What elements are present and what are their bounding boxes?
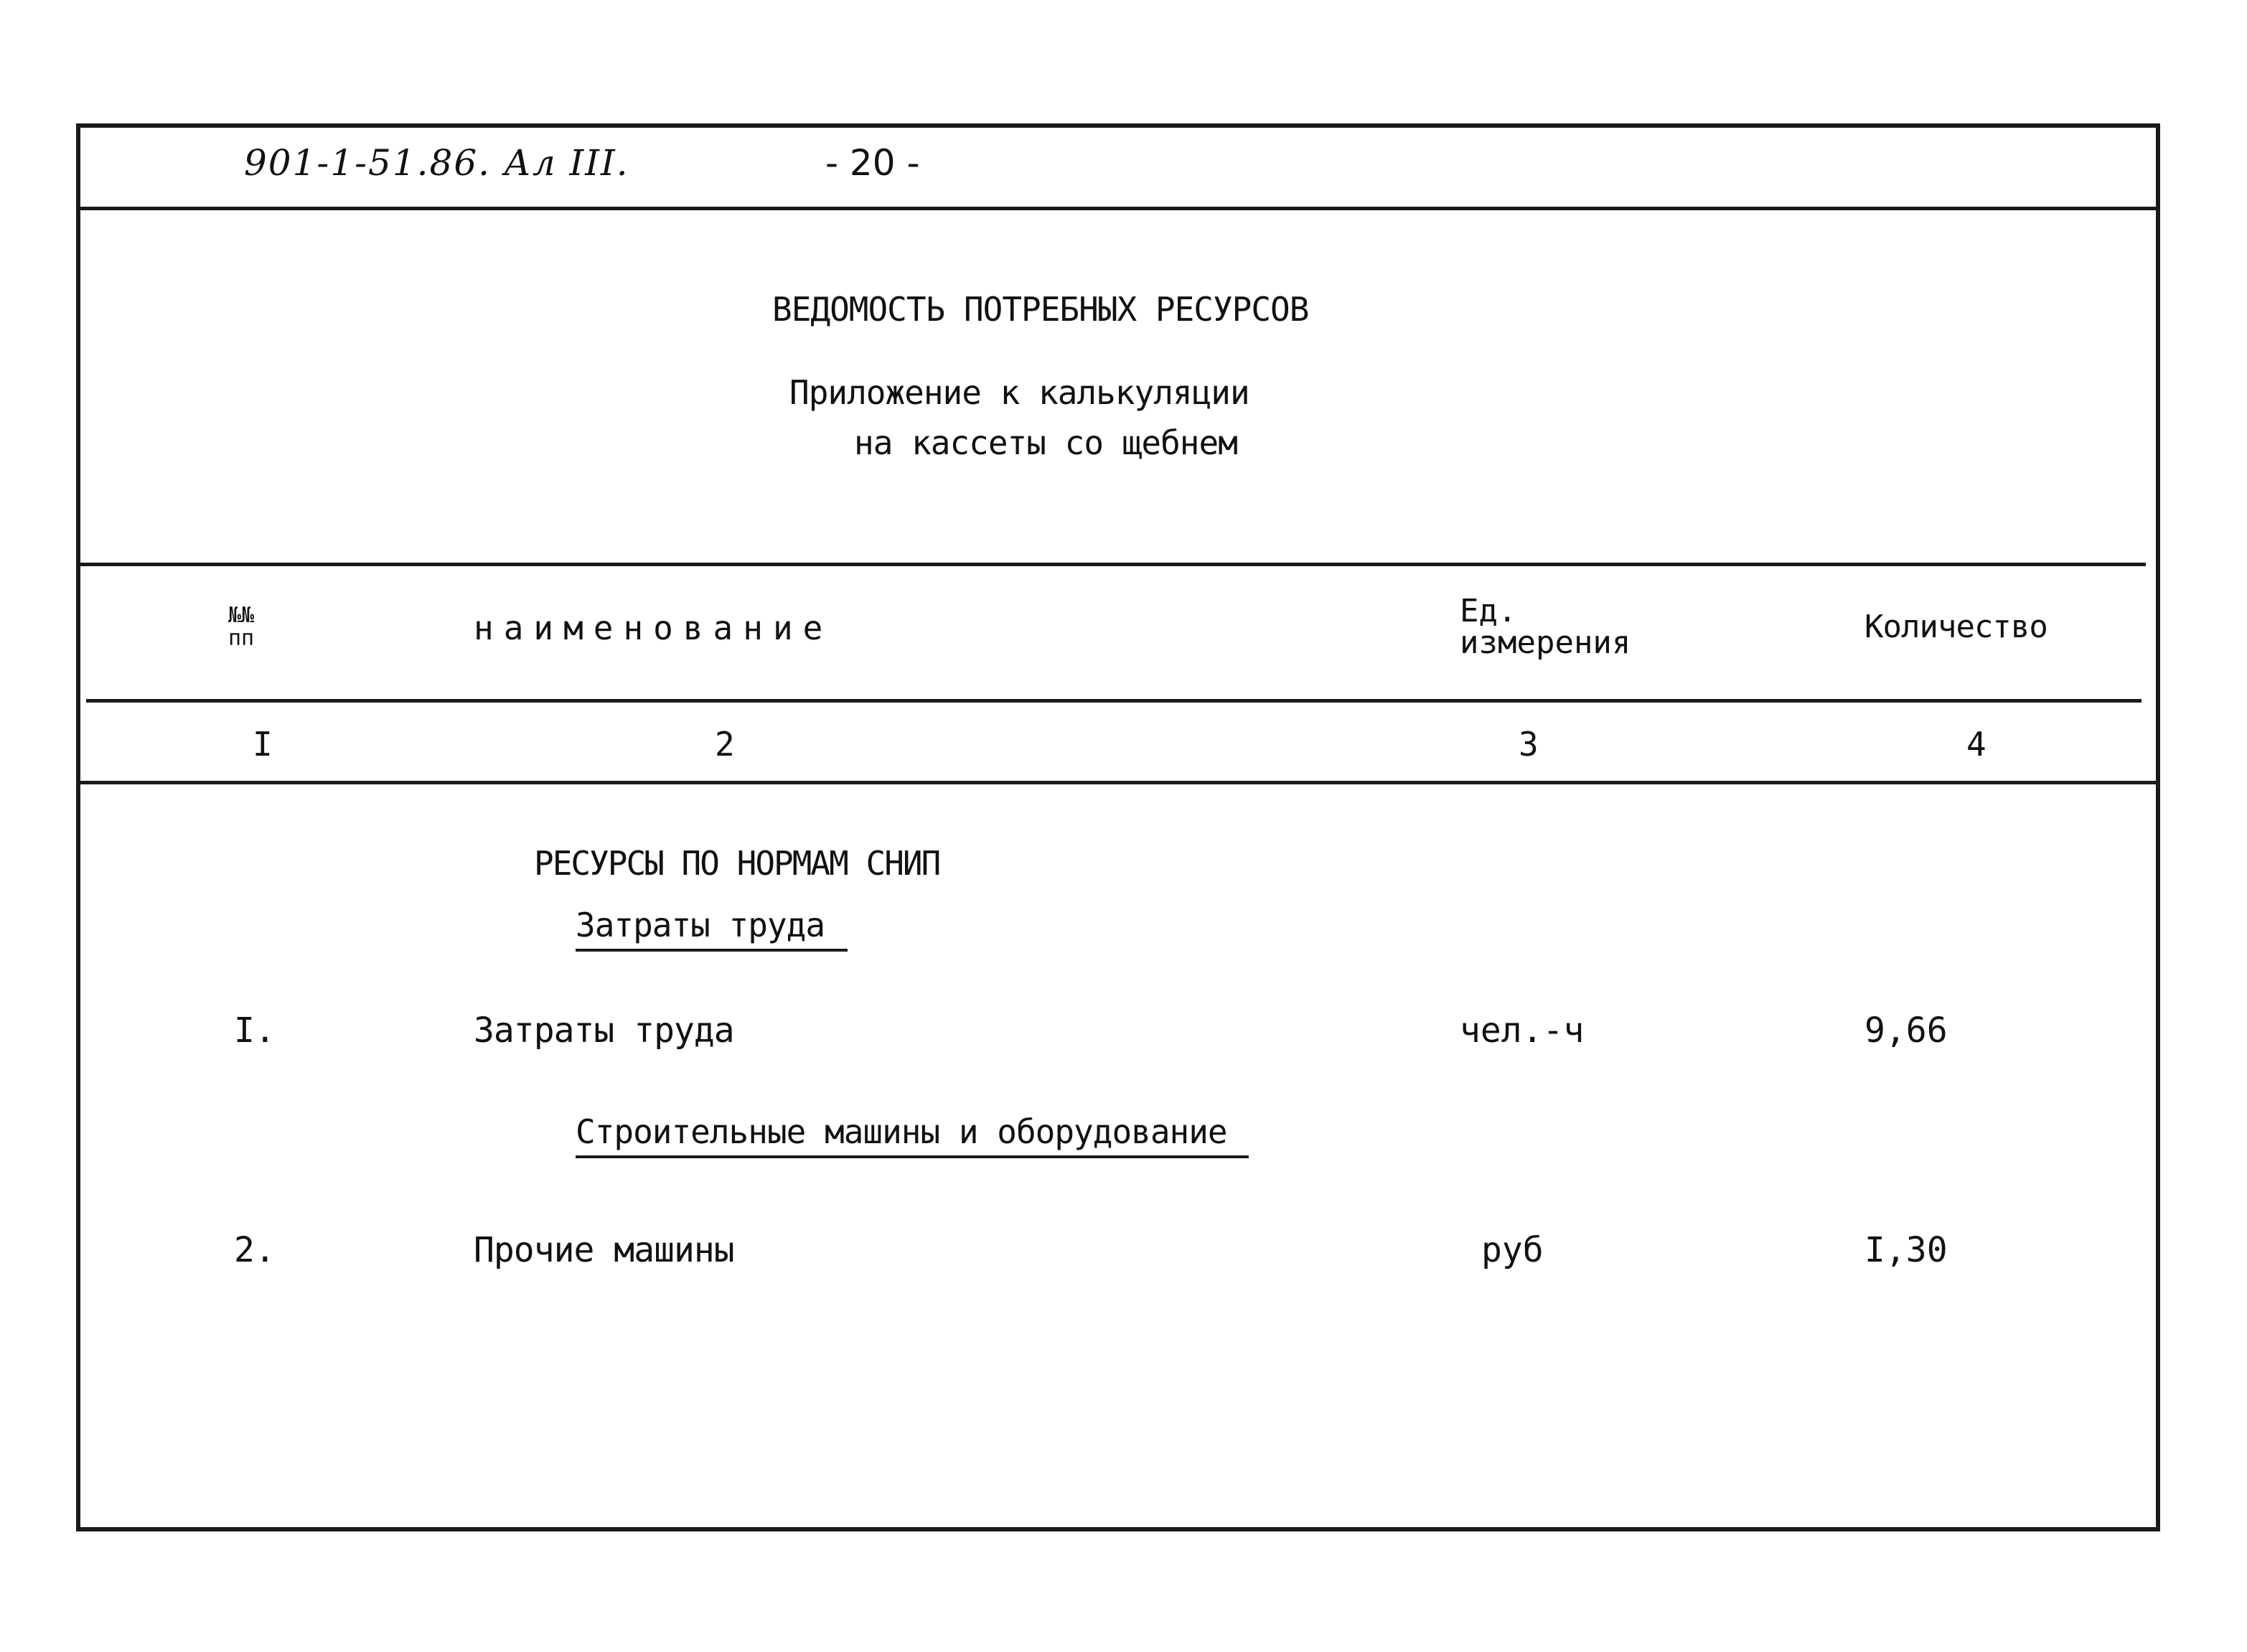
table-header-rule: [86, 699, 2142, 703]
header-number-line-1: №№: [228, 603, 255, 628]
row-1-number: I.: [234, 1010, 276, 1051]
table-top-rule: [79, 563, 2146, 566]
subtitle-line-2: на кассеты со щебнем: [854, 423, 1237, 462]
document-frame: [76, 123, 2160, 1531]
document-code: 901-1-51.86. Ал III.: [244, 142, 629, 184]
row-1-name: Затраты труда: [474, 1010, 734, 1051]
row-2-number: 2.: [234, 1230, 276, 1270]
header-divider: [76, 207, 2160, 210]
column-number-4: 4: [1966, 725, 1986, 764]
header-unit-line-1: Ед.: [1460, 593, 1517, 629]
row-1-unit: чел.-ч: [1460, 1010, 1585, 1051]
section-title: РЕСУРСЫ ПО НОРМАМ СНИП: [534, 844, 940, 883]
header-quantity-column: Количество: [1864, 609, 2047, 645]
row-2-quantity: I,30: [1864, 1230, 1948, 1270]
column-number-3: 3: [1519, 725, 1539, 764]
column-numbers-rule: [76, 781, 2160, 784]
group-title-labor: Затраты труда: [576, 906, 848, 952]
header-unit-column: [1460, 593, 1631, 661]
row-2-unit: руб: [1481, 1230, 1544, 1270]
row-1-quantity: 9,66: [1864, 1010, 1948, 1051]
document-title: ВЕДОМОСТЬ ПОТРЕБНЫХ РЕСУРСОВ: [772, 290, 1309, 329]
group-title-machines: Строительные машины и оборудование: [576, 1112, 1249, 1158]
column-number-2: 2: [715, 725, 735, 764]
page-number: - 20 -: [825, 142, 920, 184]
header-number-line-2: пп: [228, 626, 255, 651]
column-number-1: I: [253, 725, 273, 764]
subtitle-line-1: Приложение к калькуляции: [789, 373, 1249, 412]
header-number-column: [228, 604, 254, 650]
row-2-name: Прочие машины: [474, 1230, 734, 1270]
header-unit-line-2: измерения: [1460, 624, 1631, 661]
header-name-column: наименование: [474, 609, 833, 647]
